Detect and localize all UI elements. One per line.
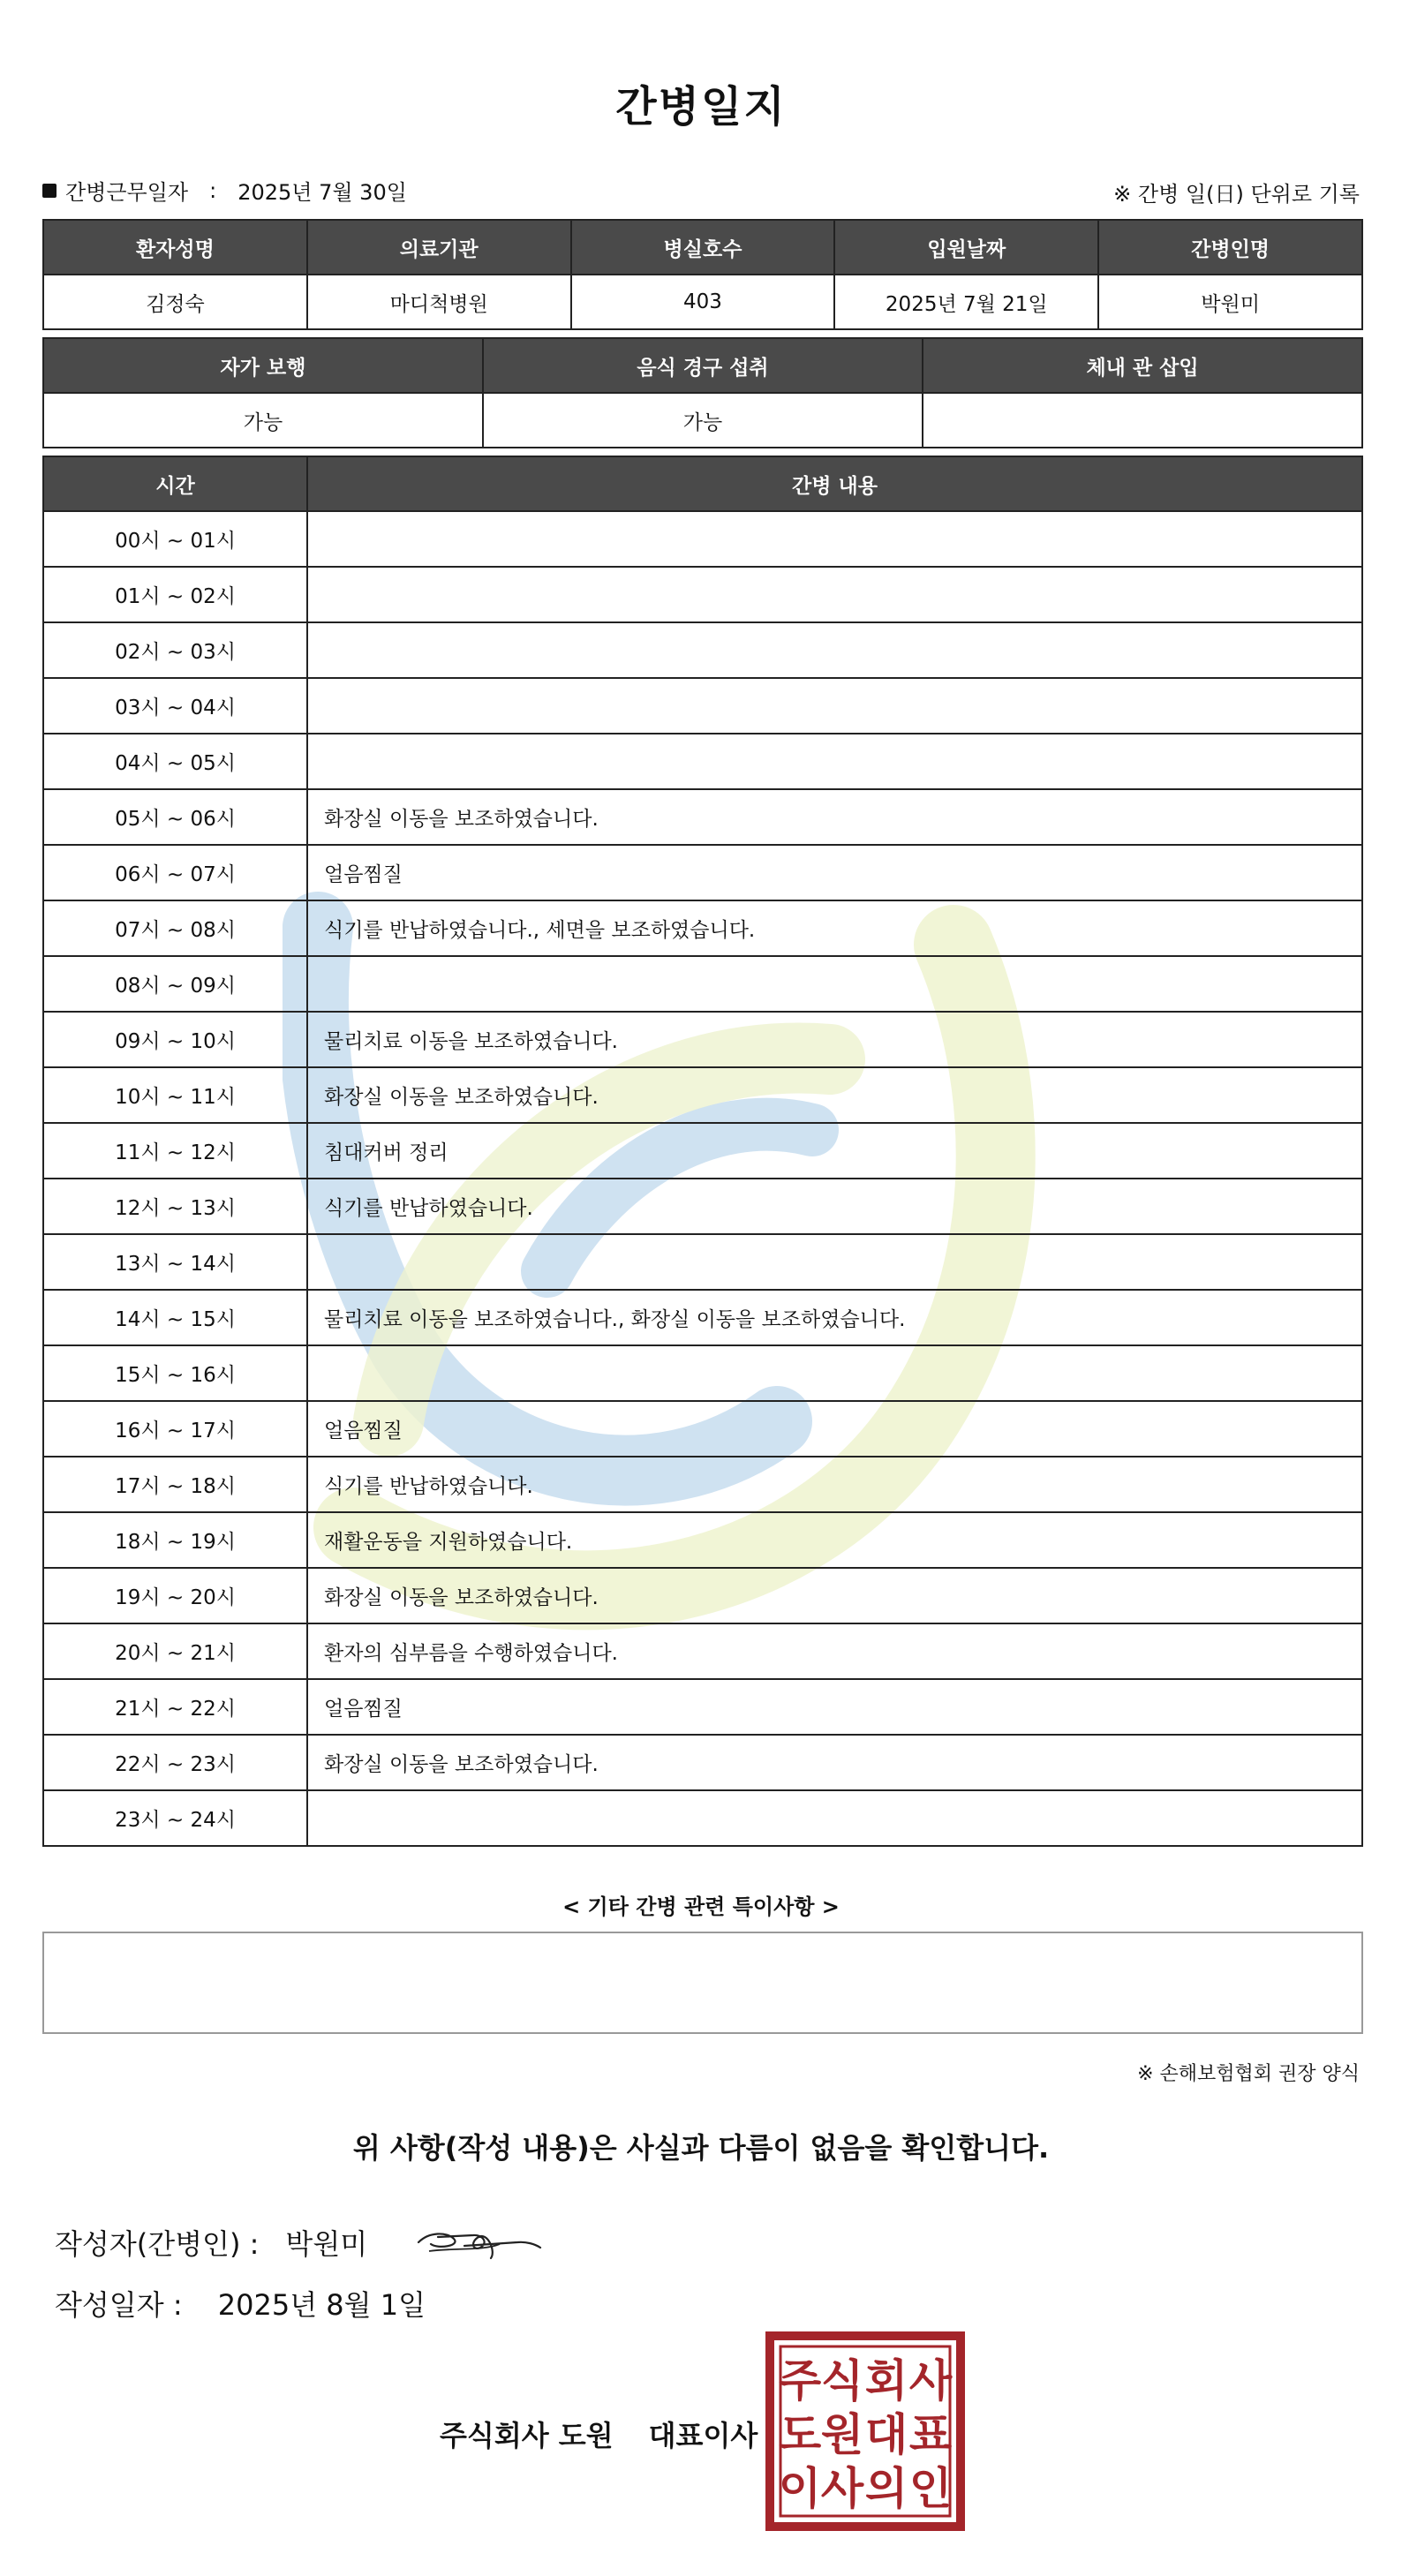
table-row [43,622,1362,678]
care-content [307,678,1362,734]
care-content [307,956,1362,1012]
care-content: 화장실 이동을 보조하였습니다. [307,1568,1362,1623]
care-content: 침대커버 정리 [307,1123,1362,1179]
company-seal-stamp [765,2331,966,2532]
time-slot: 11시 ~ 12시 [43,1123,307,1179]
care-content [307,511,1362,567]
care-content: 환자의 심부름을 수행하였습니다. [307,1623,1362,1679]
time-slot: 01시 ~ 02시 [43,567,307,622]
written-date-row [55,2283,426,2324]
time-slot: 20시 ~ 21시 [43,1623,307,1679]
care-content [307,622,1362,678]
svg-text:표: 표 [908,2409,953,2460]
header-walking: 자가 보행 [43,338,483,393]
table-row [43,1012,1362,1067]
table-row [43,1123,1362,1179]
confirmation-statement: 위 사항(작성 내용)은 사실과 다름이 없음을 확인합니다. [352,2131,1050,2165]
svg-text:의: 의 [864,2463,908,2514]
company-signature-line [440,2414,758,2454]
representative-title: 대표이사 [648,2419,758,2452]
table-row [43,511,1362,567]
time-slot: 09시 ~ 10시 [43,1012,307,1067]
time-slot: 17시 ~ 18시 [43,1457,307,1512]
header-tube: 체내 관 삽입 [923,338,1362,393]
care-content [307,1790,1362,1846]
time-slot: 08시 ~ 09시 [43,956,307,1012]
table-row [43,1179,1362,1234]
care-content [307,1234,1362,1290]
svg-text:이: 이 [778,2463,822,2514]
care-content: 얼음찜질 [307,1401,1362,1457]
bullet-square-icon [42,184,57,198]
table-row [43,1512,1362,1568]
time-slot: 19시 ~ 20시 [43,1568,307,1623]
table-row [43,956,1362,1012]
patient-name: 김정숙 [43,275,307,329]
time-slot: 05시 ~ 06시 [43,789,307,845]
table-row [43,1401,1362,1457]
svg-text:도: 도 [778,2409,822,2460]
table-row [43,734,1362,789]
care-content: 화장실 이동을 보조하였습니다. [307,789,1362,845]
work-date-value: 2025년 7월 30일 [237,180,407,205]
time-slot: 00시 ~ 01시 [43,511,307,567]
table-row [43,845,1362,900]
table-row [43,1790,1362,1846]
header-caregiver: 간병인명 [1098,220,1362,275]
written-date-label: 작성일자 : [55,2288,183,2322]
care-content: 물리치료 이동을 보조하였습니다., 화장실 이동을 보조하였습니다. [307,1290,1362,1345]
svg-text:원: 원 [820,2409,864,2460]
time-slot: 03시 ~ 04시 [43,678,307,734]
remarks-label: < 기타 간병 관련 특이사항 > [562,1894,840,1919]
patient-status-table [42,337,1363,448]
header-admission-date: 입원날짜 [834,220,1098,275]
work-date-separator: : [209,177,217,203]
work-date-label: 간병근무일자 [65,180,189,205]
admission-date: 2025년 7월 21일 [834,275,1098,329]
writer-row [55,2216,544,2269]
time-slot: 15시 ~ 16시 [43,1345,307,1401]
svg-text:대: 대 [864,2409,908,2460]
header-room: 병실호수 [571,220,835,275]
table-row [43,1679,1362,1735]
care-content [307,734,1362,789]
time-slot: 07시 ~ 08시 [43,900,307,956]
walking-status: 가능 [43,393,483,448]
care-log-table [42,456,1363,1847]
table-row [43,567,1362,622]
time-slot: 13시 ~ 14시 [43,1234,307,1290]
header-oral-intake: 음식 경구 섭취 [483,338,923,393]
table-row [43,1290,1362,1345]
care-content: 식기를 반납하였습니다. [307,1457,1362,1512]
time-slot: 16시 ~ 17시 [43,1401,307,1457]
time-slot: 04시 ~ 05시 [43,734,307,789]
time-slot: 06시 ~ 07시 [43,845,307,900]
svg-text:회: 회 [864,2355,908,2407]
caregiver-name: 박원미 [1098,275,1362,329]
time-slot: 10시 ~ 11시 [43,1067,307,1123]
svg-text:식: 식 [820,2355,864,2407]
form-footnote: ※ 손해보험협회 권장 양식 [1137,2063,1360,2085]
care-content: 얼음찜질 [307,1679,1362,1735]
tube-status [923,393,1362,448]
care-content [307,1345,1362,1401]
patient-info-table [42,219,1363,330]
hospital-name: 마디척병원 [307,275,571,329]
table-row [43,1735,1362,1790]
table-row [43,900,1362,956]
table-row [43,1568,1362,1623]
table-row [43,789,1362,845]
table-row [43,678,1362,734]
unit-note: ※ 간병 일(日) 단위로 기록 [1113,182,1360,207]
care-content: 화장실 이동을 보조하였습니다. [307,1067,1362,1123]
time-slot: 22시 ~ 23시 [43,1735,307,1790]
time-slot: 18시 ~ 19시 [43,1512,307,1568]
care-content: 식기를 반납하였습니다., 세면을 보조하였습니다. [307,900,1362,956]
care-content: 물리치료 이동을 보조하였습니다. [307,1012,1362,1067]
header-hospital: 의료기관 [307,220,571,275]
table-row [43,1234,1362,1290]
svg-text:사: 사 [820,2463,864,2514]
care-content: 재활운동을 지원하였습니다. [307,1512,1362,1568]
written-date-value: 2025년 8월 1일 [217,2288,426,2322]
care-content [307,567,1362,622]
table-row [43,1067,1362,1123]
company-name: 주식회사 도원 [440,2419,614,2452]
time-slot: 02시 ~ 03시 [43,622,307,678]
svg-text:주: 주 [778,2355,822,2407]
page-title: 간병일지 [615,82,787,132]
care-content: 얼음찜질 [307,845,1362,900]
svg-text:사: 사 [908,2355,953,2407]
table-row [43,1623,1362,1679]
remarks-box [42,1932,1363,2034]
time-slot: 21시 ~ 22시 [43,1679,307,1735]
oral-intake-status: 가능 [483,393,923,448]
header-time: 시간 [43,456,307,511]
room-number: 403 [571,275,835,329]
time-slot: 14시 ~ 15시 [43,1290,307,1345]
header-patient-name: 환자성명 [43,220,307,275]
table-row [43,1345,1362,1401]
time-slot: 23시 ~ 24시 [43,1790,307,1846]
header-care-content: 간병 내용 [307,456,1362,511]
svg-text:인: 인 [908,2463,953,2514]
writer-label: 작성자(간병인) : [55,2227,260,2261]
work-date-line [42,175,407,206]
handwritten-signature [411,2216,544,2269]
writer-name: 박원미 [285,2227,368,2261]
table-row [43,1457,1362,1512]
time-slot: 12시 ~ 13시 [43,1179,307,1234]
care-content: 식기를 반납하였습니다. [307,1179,1362,1234]
care-content: 화장실 이동을 보조하였습니다. [307,1735,1362,1790]
